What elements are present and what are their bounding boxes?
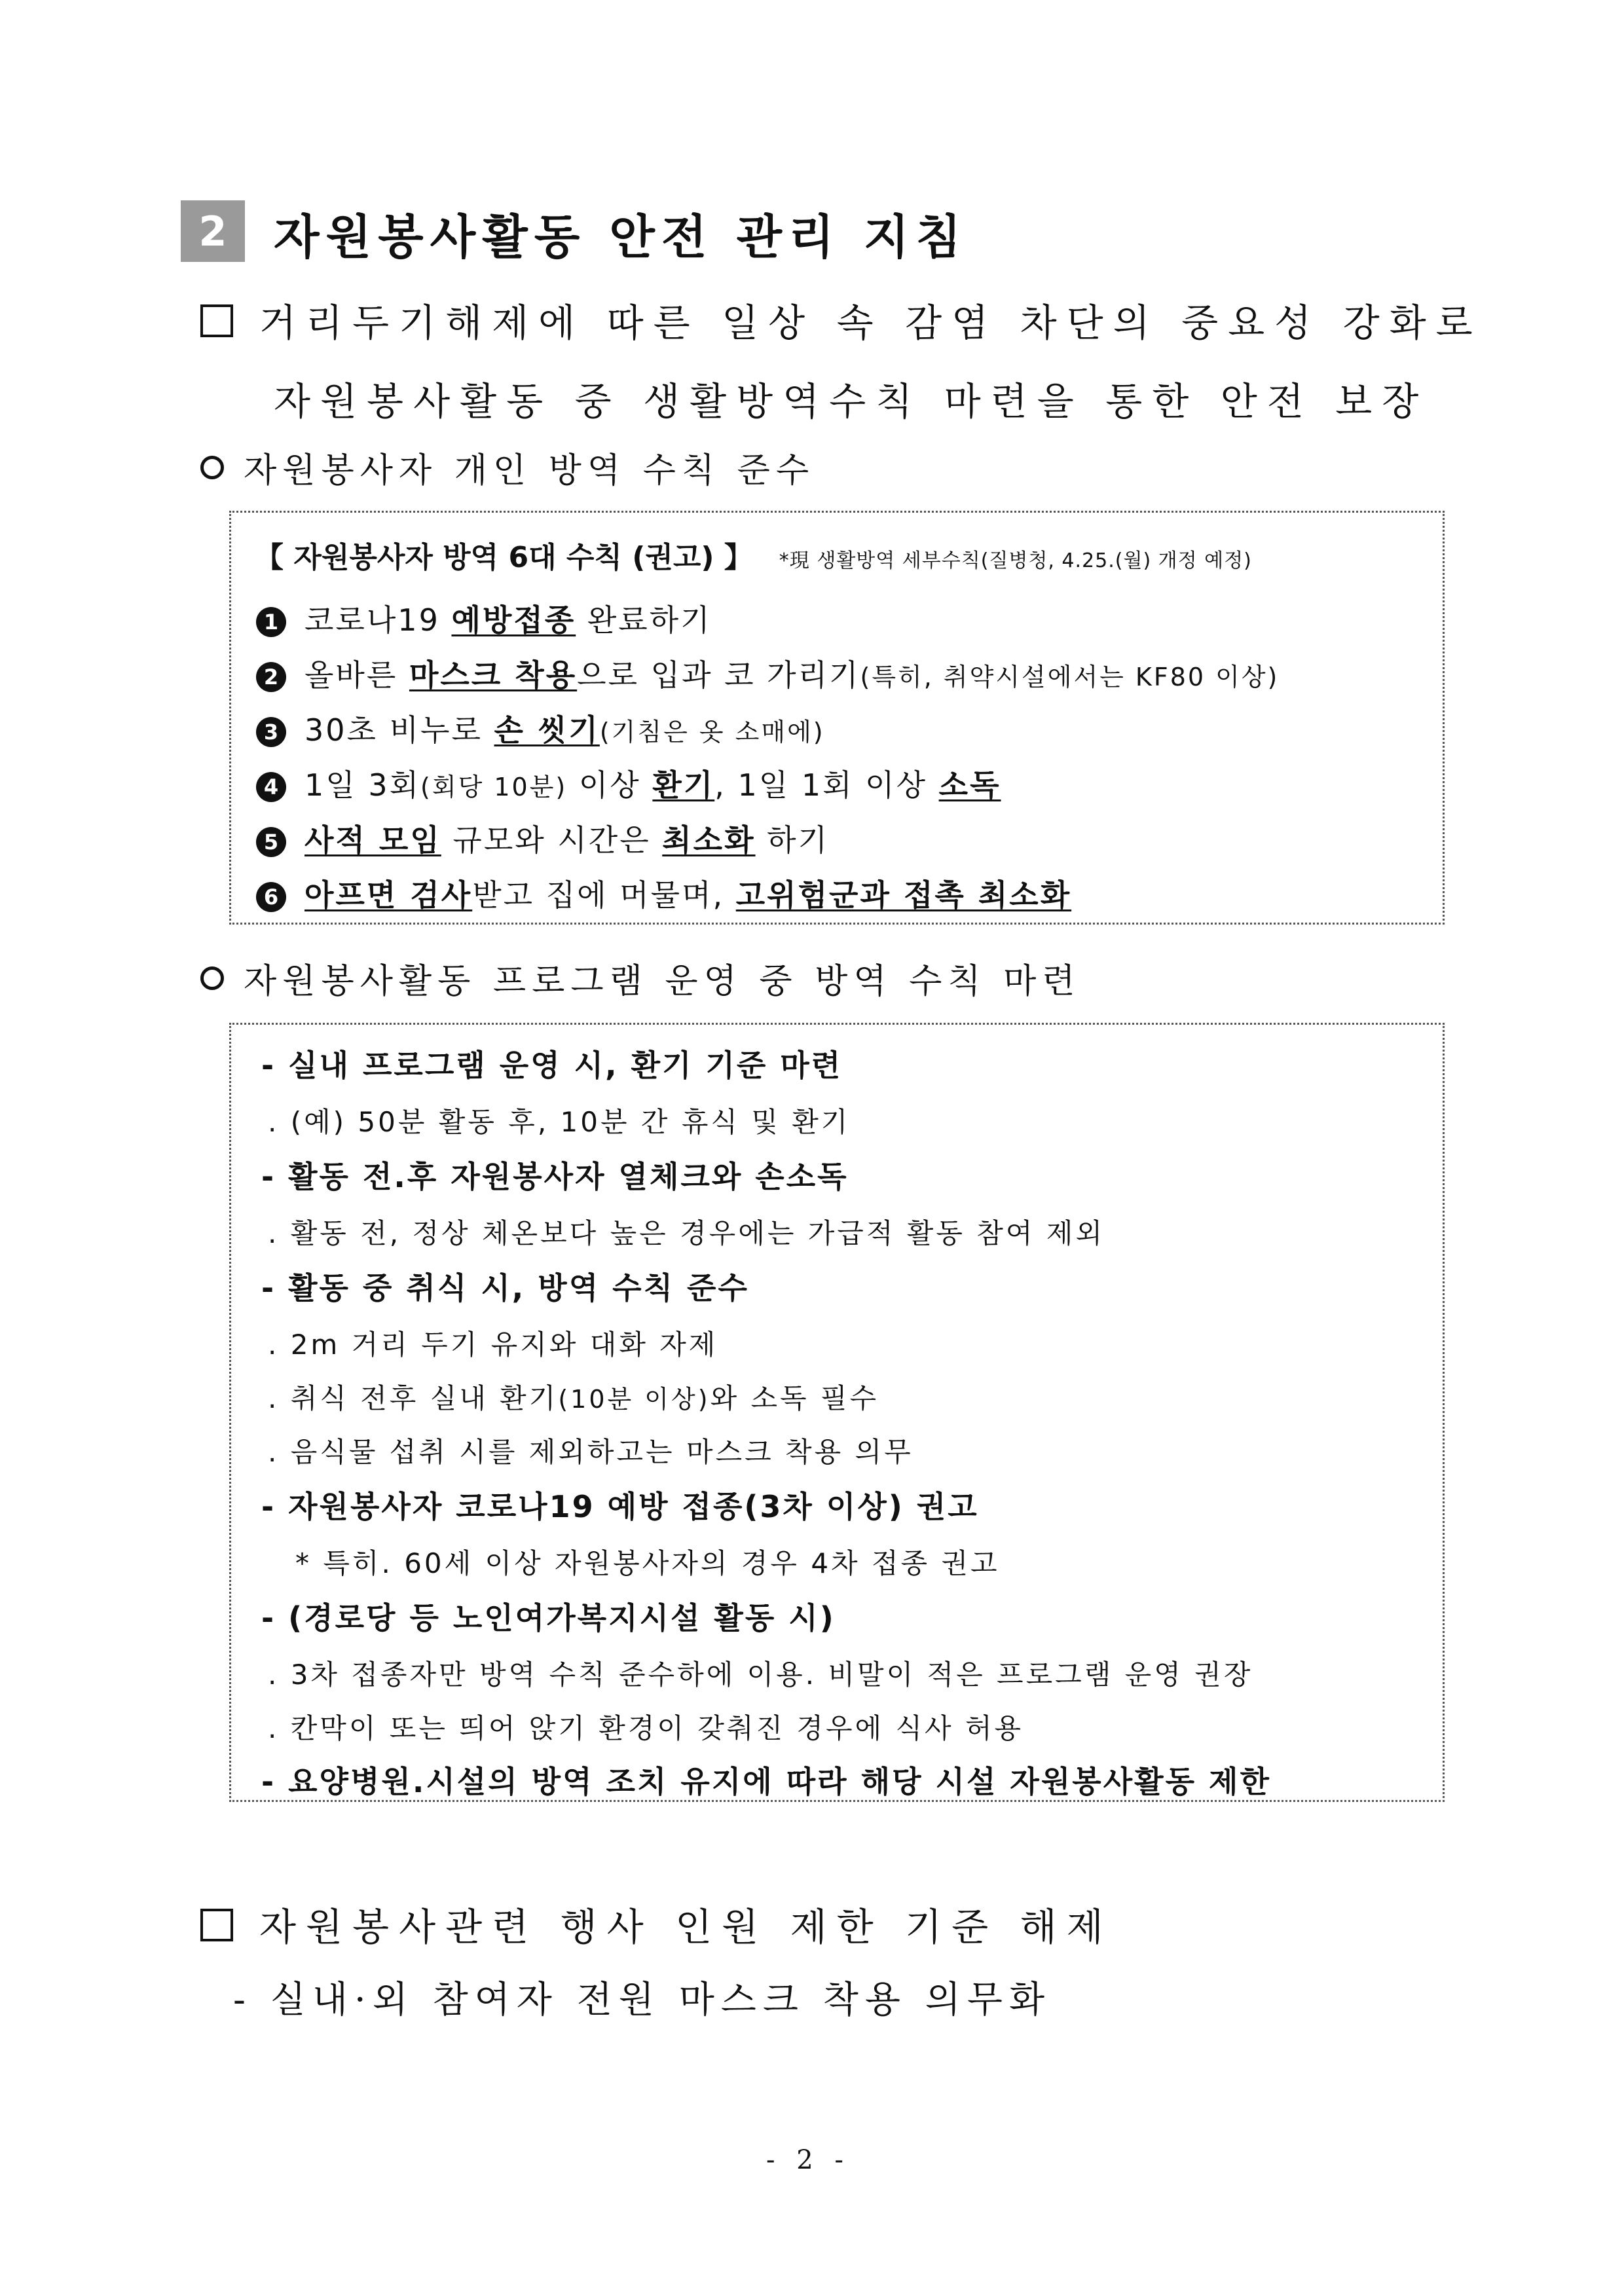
intro-line-1: 거리두기해제에 따른 일상 속 감염 차단의 중요성 강화로 (259, 301, 1483, 345)
number-4-icon: 4 (256, 772, 286, 802)
rule-item-1 (256, 597, 712, 640)
rule-4-text: 1일 3회 (304, 767, 421, 803)
rule-2-text: 올바른 (304, 657, 409, 693)
rule-3-text: 30초 비누로 (304, 712, 494, 748)
program-item: - 활동 중 취식 시, 방역 수칙 준수 (261, 1270, 749, 1306)
number-1-icon: 1 (256, 607, 286, 637)
rule-6-emphasis-2: 고위험군과 접촉 최소화 (735, 877, 1072, 913)
rule-2-emphasis: 마스크 착용 (409, 657, 578, 693)
intro-line-2: 자원봉사활동 중 생활방역수칙 마련을 통한 안전 보장 (274, 379, 1429, 424)
rule-4-text-mid: 이상 (567, 767, 653, 803)
program-detail-text-end: 와 소독 필수 (710, 1382, 879, 1414)
circle-bullet-icon (200, 456, 224, 479)
rule-item-4 (256, 762, 1001, 805)
rules-box-reference: *現 생활방역 세부수칙(질병청, 4.25.(월) 개정 예정) (779, 549, 1252, 572)
rule-5-text: 규모와 시간은 (441, 822, 663, 858)
rule-item-2 (256, 652, 1279, 695)
square-bullet-icon (200, 1909, 233, 1941)
rule-1-text: 코로나19 (304, 602, 452, 638)
mask-mandate-item: - 실내·외 참여자 전원 마스크 착용 의무화 (233, 1979, 1052, 2021)
program-detail: . (예) 50분 활동 후, 10분 간 휴식 및 환기 (268, 1106, 851, 1138)
rule-6-emphasis-1: 아프면 검사 (304, 877, 473, 913)
rule-4-text-mid2: , 1일 1회 이상 (714, 767, 939, 803)
subsection-1-heading (200, 443, 815, 492)
rule-4-emphasis-2: 소독 (938, 767, 1001, 803)
rules-box-title: 【 자원봉사자 방역 6대 수칙 (권고) 】 (255, 541, 753, 574)
program-note: * 특히. 60세 이상 자원봉사자의 경우 4차 접종 권고 (295, 1547, 1000, 1579)
number-5-icon: 5 (256, 827, 286, 857)
subsection-1-title: 자원봉사자 개인 방역 수칙 준수 (244, 451, 815, 490)
rule-4-note: (회당 10분) (420, 773, 568, 801)
program-item: - 실내 프로그램 운영 시, 환기 기준 마련 (261, 1048, 843, 1083)
rule-2-note: (특히, 취약시설에서는 KF80 이상) (860, 663, 1280, 691)
square-bullet-icon (200, 304, 233, 337)
program-rules-box (229, 1023, 1445, 1802)
subsection-2-heading (200, 953, 1081, 1002)
rule-item-6 (256, 872, 1071, 915)
program-item: - 활동 전.후 자원봉사자 열체크와 손소독 (261, 1159, 849, 1194)
subsection-2-title: 자원봉사활동 프로그램 운영 중 방역 수칙 마련 (244, 962, 1081, 1001)
rule-6-text: 받고 집에 머물며, (472, 877, 736, 913)
rule-1-text-end: 완료하기 (576, 602, 712, 638)
program-detail: . 음식물 섭취 시를 제외하고는 마스크 착용 의무 (268, 1436, 913, 1468)
number-6-icon: 6 (256, 882, 286, 912)
event-limit-item (200, 1896, 1113, 1951)
program-item: - 자원봉사자 코로나19 예방 접종(3차 이상) 권고 (261, 1489, 979, 1524)
number-3-icon: 3 (256, 717, 286, 747)
program-detail-text: . 취식 전후 실내 환기 (268, 1382, 559, 1414)
quarantine-rules-box (229, 511, 1445, 925)
intro-item (200, 292, 1483, 347)
rule-2-text-mid: 으로 입과 코 가리기 (577, 657, 860, 693)
program-detail-note: (10분 이상) (558, 1385, 710, 1414)
number-2-icon: 2 (256, 662, 286, 692)
program-detail: . 활동 전, 정상 체온보다 높은 경우에는 가급적 활동 참여 제외 (268, 1217, 1105, 1249)
program-detail: . 칸막이 또는 띄어 앉기 환경이 갖춰진 경우에 식사 허용 (268, 1712, 1024, 1744)
rule-1-emphasis: 예방접종 (451, 602, 576, 638)
circle-bullet-icon (200, 966, 224, 990)
program-item: - 요양병원.시설의 방역 조치 유지에 따라 해당 시설 자원봉사활동 제한 (261, 1764, 1271, 1799)
program-item: - (경로당 등 노인여가복지시설 활동 시) (261, 1600, 836, 1636)
rule-4-emphasis-1: 환기 (652, 767, 715, 803)
rule-5-emphasis-1: 사적 모임 (304, 822, 441, 858)
section-title: 자원봉사활동 안전 관리 지침 (274, 210, 968, 265)
program-detail (268, 1377, 879, 1416)
rule-3-note: (기침은 옷 소매에) (599, 718, 825, 746)
rule-5-text-end: 하기 (755, 822, 830, 858)
event-limit-title: 자원봉사관련 행사 인원 제한 기준 해제 (259, 1905, 1113, 1949)
page-number: - 2 - (766, 2145, 850, 2175)
program-detail: . 3차 접종자만 방역 수칙 준수하에 이용. 비말이 적은 프로그램 운영 권장 (268, 1659, 1253, 1691)
rule-item-3 (256, 707, 825, 750)
rule-item-5 (256, 817, 829, 860)
rule-5-emphasis-2: 최소화 (662, 822, 756, 858)
section-number-badge: 2 (181, 200, 245, 262)
rules-box-heading (255, 534, 1252, 576)
program-detail: . 2m 거리 두기 유지와 대화 자제 (268, 1329, 718, 1361)
rule-3-emphasis: 손 씻기 (494, 712, 600, 748)
